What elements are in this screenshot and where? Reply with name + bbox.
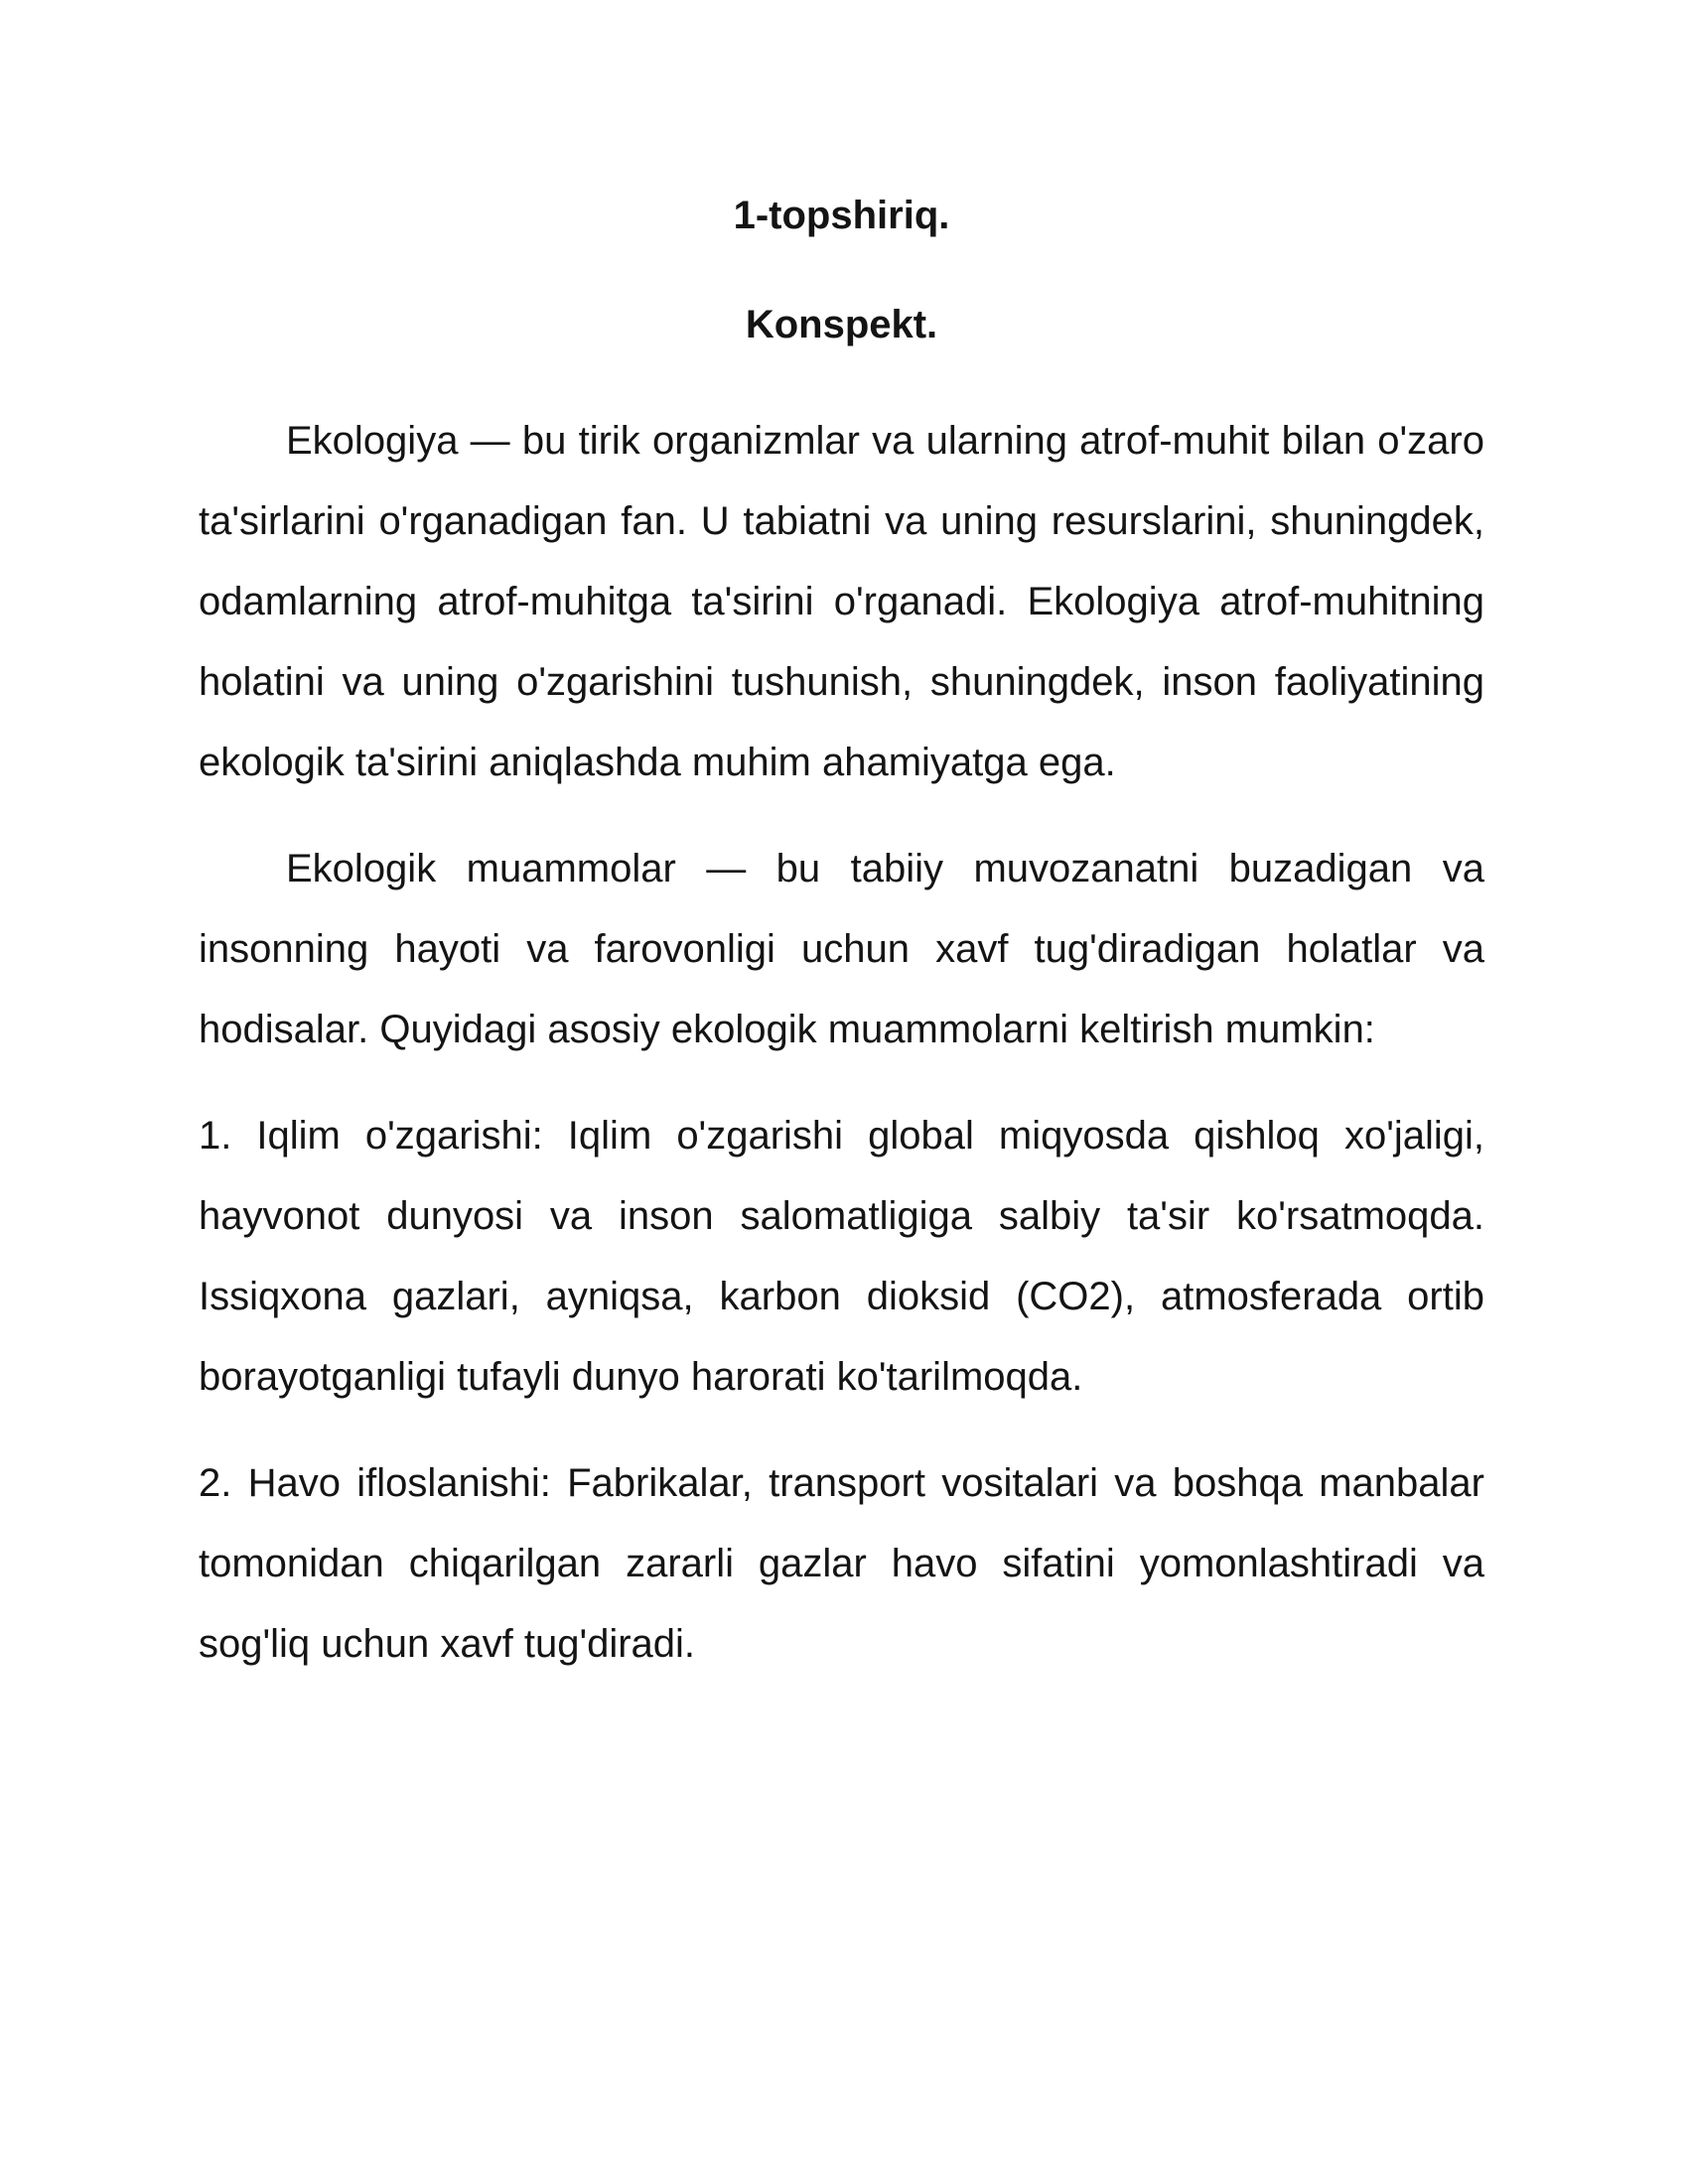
paragraph-ecological-problems: Ekologik muammolar — bu tabiiy muvozanatni buzadigan va insonning hayoti va farovonligi uchun xavf tug'diradigan holatlar va hodisalar. Quyidagi asosiy ekologik muammolarni keltirish mumkin: [199,847,1484,1051]
list-item-air-pollution: 2. Havo ifloslanishi: Fabrikalar, transport vositalari va boshqa manbalar tomonidan chiqarilgan zararli gazlar havo sifatini yomonlashtiradi va sog'liq uchun xavf tug'diradi. [199,1461,1484,1666]
list-item-climate-change: 1. Iqlim o'zgarishi: Iqlim o'zgarishi global miqyosda qishloq xo'jaligi, hayvonot dunyosi va inson salomatligiga salbiy ta'sir ko'rsatmoqda. Issiqxona gazlari, ayniqsa, karbon dioksid (CO2), atmosferada ortib borayotganligi tufayli dunyo harorati ko'tarilmoqda. [199,1114,1484,1399]
document-title: 1-topshiriq. [733,194,950,237]
document-page [199,189,1484,1710]
document-subtitle: Konspekt. [745,303,938,346]
paragraph-ecology-definition: Ekologiya — bu tirik organizmlar va ularning atrof-muhit bilan o'zaro ta'sirlarini o'rganadigan fan. U tabiatni va uning resurslarini, shuningdek, odamlarning atrof-muhitga ta'sirini o'rganadi. Ekologiya atrof-muhitning holatini va uning o'zgarishini tushunish, shuningdek, inson faoliyatining ekologik ta'sirini aniqlashda muhim ahamiyatga ega. [199,419,1484,784]
